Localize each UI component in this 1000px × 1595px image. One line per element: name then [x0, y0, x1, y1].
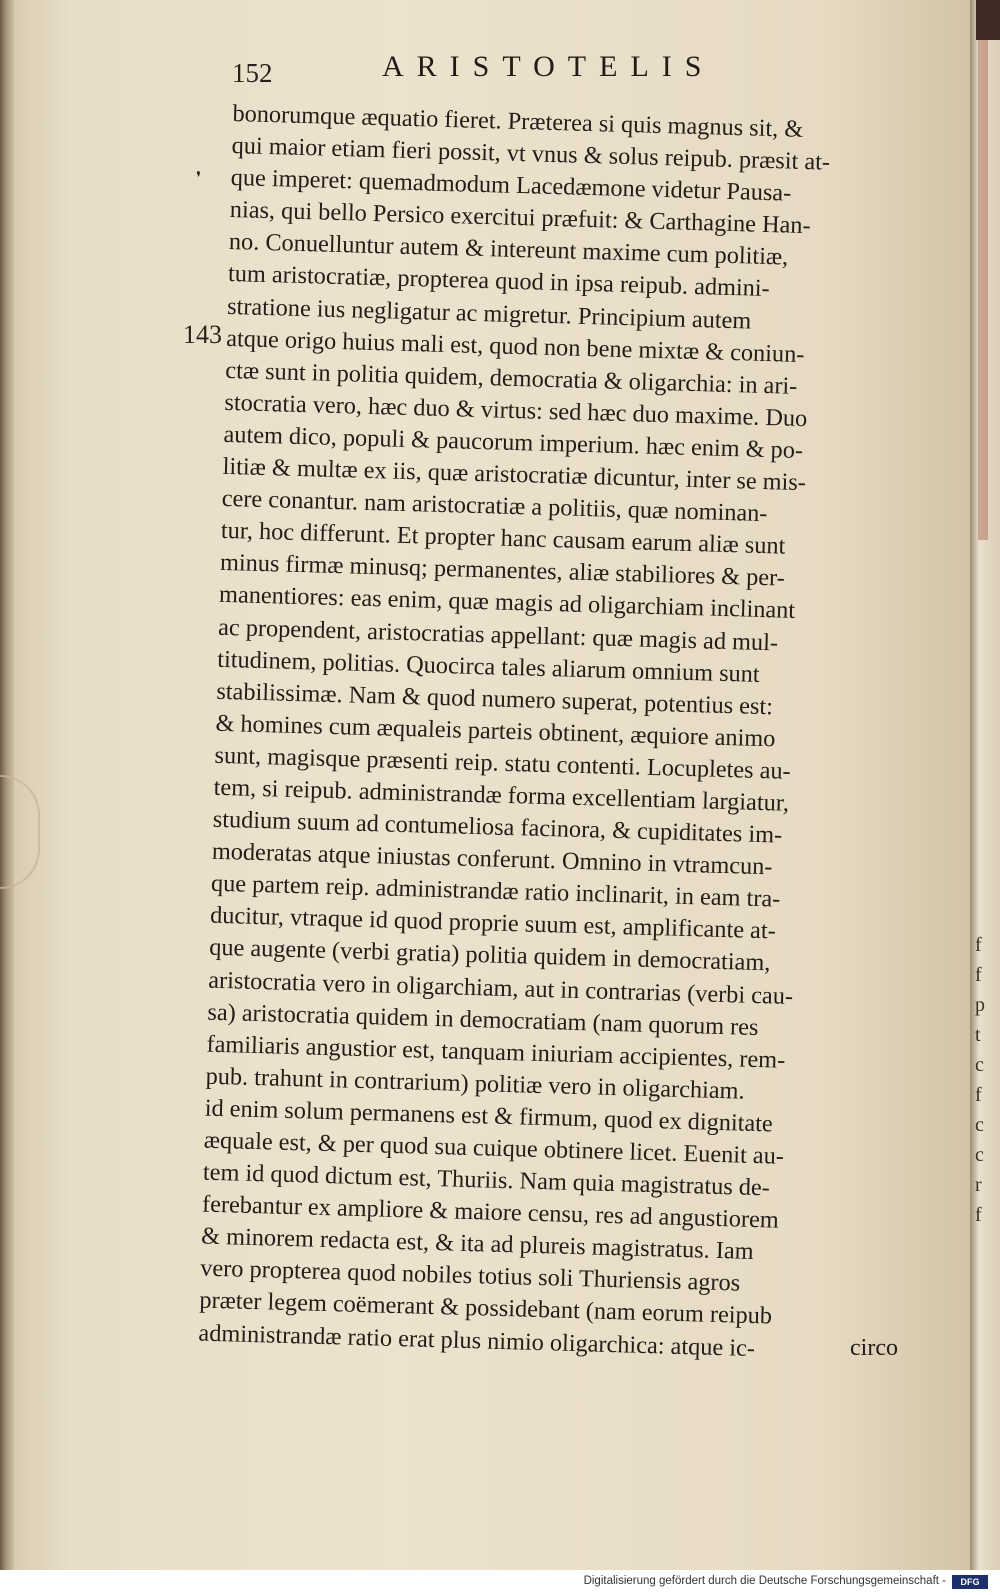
text-line: que partem reip. administrandæ ratio inclinarit, in eam tra-: [210, 869, 781, 913]
funding-credit: Digitalisierung gefördert durch die Deutsche Forschungsgemeinschaft -: [583, 1575, 946, 1587]
text-line: ducitur, vtraque id quod proprie suum est, amplificante at-: [209, 902, 777, 945]
running-head: ARISTOTELIS: [382, 50, 715, 83]
text-line: pub. trahunt in contrarium) politiæ vero in oligarchiam.: [205, 1062, 745, 1105]
edge-letter: c: [975, 1054, 984, 1076]
text-line: moderatas atque iniustas conferunt. Omnino in vtramcun-: [211, 837, 773, 881]
text-line: id enim solum permanens est & firmum, quod ex dignitate: [204, 1094, 774, 1138]
text-line: que augente (verbi gratia) politia quidem in democratiam,: [208, 934, 771, 977]
text-line: que imperet: quemadmodum Lacedæmone videtur Pausa-: [230, 164, 792, 207]
edge-letter: c: [975, 1114, 984, 1136]
text-line: studium suum ad contumeliosa facinora, & cupiditates im-: [212, 805, 783, 849]
edge-letter: t: [975, 1024, 981, 1046]
margin-reference: 143: [183, 320, 222, 349]
text-line: atque origo huius mali est, quod non bene mixtæ & coniun-: [225, 324, 805, 368]
text-line: tem id quod dictum est, Thuriis. Nam quia magistratus de-: [202, 1158, 771, 1202]
text-line: aristocratia vero in oligarchiam, aut in contrarias (verbi cau-: [207, 966, 794, 1010]
text-line: stabilissimæ. Nam & quod numero superat, potentius est:: [216, 677, 774, 720]
facing-page-letters: [975, 930, 997, 1230]
page-number: 152: [232, 58, 273, 88]
text-line: ac propendent, aristocratias appellant: quæ magis ad mul-: [217, 613, 779, 656]
facing-page-tint: [978, 40, 988, 540]
text-line: & homines cum æqualeis parteis obtinent, æquiore animo: [215, 709, 776, 753]
edge-letter: f: [975, 934, 982, 956]
margin-mark-icon: ❜: [196, 168, 202, 187]
text-line: stocratia vero, hæc duo & virtus: sed hæc duo maxime. Duo: [224, 388, 808, 432]
text-line: & minorem redacta est, & ita ad plureis magistratus. Iam: [200, 1222, 754, 1266]
edge-letter: f: [975, 1084, 982, 1106]
text-line: titudinem, politias. Quocirca tales aliarum omnium sunt: [216, 645, 761, 688]
text-line: minus firmæ minusq; permanentes, aliæ stabiliores & per-: [219, 549, 786, 592]
text-line: bonorumque æquatio fieret. Præterea si quis magnus sit, &: [232, 99, 804, 143]
text-line: tem, si reipub. administrandæ forma excellentiam largiatur,: [213, 773, 790, 817]
body-text: [198, 98, 908, 1368]
edge-letter: f: [975, 964, 982, 986]
dfg-logo-icon[interactable]: DFG: [952, 1575, 988, 1589]
text-line: cere conantur. nam aristocratiæ a politiis, quæ nominan-: [221, 484, 768, 528]
footer-bar: [0, 1570, 1000, 1595]
text-line: litiæ & multæ ex iis, quæ aristocratiæ dicuntur, inter se mis-: [222, 452, 807, 497]
text-line: familiaris angustior est, tanquam iniuriam accipientes, rem-: [206, 1030, 786, 1074]
text-line: administrandæ ratio erat plus nimio oligarchica: atque ic-: [198, 1319, 756, 1362]
text-line: no. Conuelluntur autem & intereunt maxime cum politiæ,: [228, 228, 789, 271]
text-line: præter legem coëmerant & possidebant (nam eorum reipub: [199, 1287, 773, 1330]
edge-letter: p: [975, 994, 985, 1016]
text-line: ferebantur ex ampliore & maiore censu, res ad angustiorem: [201, 1190, 780, 1234]
text-line: manentiores: eas enim, quæ magis ad oligarchiam inclinant: [218, 581, 796, 625]
text-line: tum aristocratiæ, propterea quod in ipsa reipub. admini-: [227, 260, 771, 303]
text-line: qui maior etiam fieri possit, vt vnus & solus reipub. præsit at-: [231, 132, 831, 176]
text-line: stratione ius negligatur ac migretur. Principium autem: [226, 292, 752, 335]
text-line: sunt, magisque præsenti reip. statu contenti. Locupletes au-: [214, 741, 792, 785]
text-line: ctæ sunt in politia quidem, democratia & oligarchia: in ari-: [225, 356, 798, 400]
text-line: autem dico, populi & paucorum imperium. hæc enim & po-: [223, 420, 804, 464]
binding-corner: [976, 0, 1000, 40]
edge-letter: r: [975, 1174, 982, 1196]
text-line: sa) aristocratia quidem in democratiam (nam quorum res: [207, 998, 759, 1041]
text-line: nias, qui bello Persico exercitui præfuit: & Carthagine Han-: [229, 196, 811, 240]
edge-letter: c: [975, 1144, 984, 1166]
text-line: vero propterea quod nobiles totius soli Thuriensis agros: [199, 1254, 741, 1297]
edge-letter: f: [975, 1204, 982, 1226]
text-line: tur, hoc differunt. Et propter hanc causam earum aliæ sunt: [220, 517, 786, 560]
text-line: æquale est, & per quod sua cuique obtinere licet. Euenit au-: [203, 1126, 785, 1170]
catchword: circo: [850, 1335, 898, 1361]
